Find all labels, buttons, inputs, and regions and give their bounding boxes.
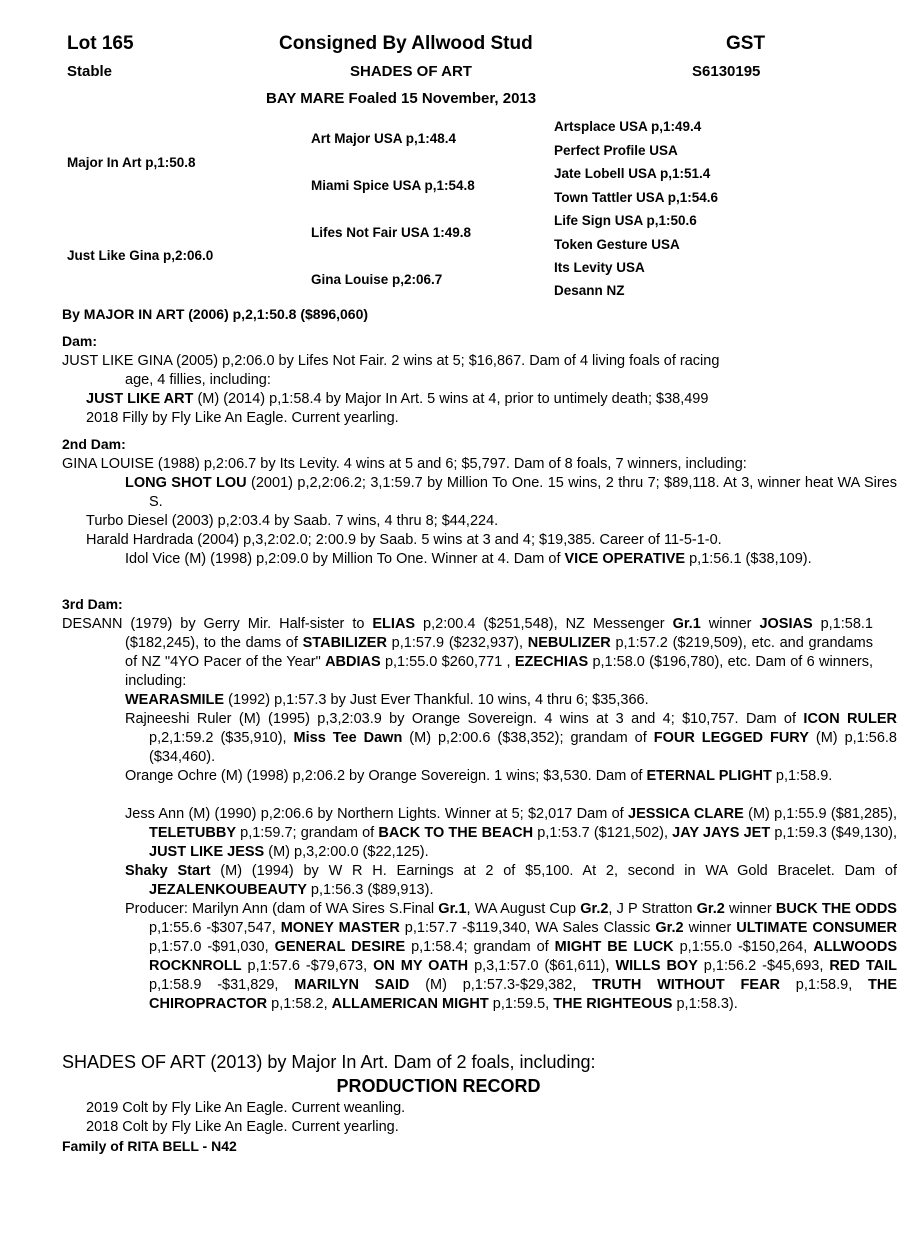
location: Stable [67,63,113,80]
pedigree-gen3: Jate Lobell USA p,1:51.4 [554,166,711,181]
horse-description: BAY MARE Foaled 15 November, 2013 [266,90,537,107]
text-run: p,1:55.0 $260,771 , [380,654,515,670]
horse-name-ref: ETERNAL PLIGHT [646,768,772,784]
text-run: p,1:56.2 -$45,693, [697,958,830,974]
text-run: winner [700,616,760,632]
horse-name-ref: Gr.1 [438,901,467,917]
pedigree-sire-sire: Art Major USA p,1:48.4 [311,131,457,146]
horse-name-ref: Gr.2 [696,901,725,917]
horse-name-ref: ALLAMERICAN MIGHT [331,996,489,1012]
third-dam-main [62,615,873,691]
horse-name-ref: WEARASMILE [125,692,225,708]
pedigree-sire: Major In Art p,1:50.8 [67,155,196,170]
progeny-detail: Idol Vice (M) (1998) p,2:09.0 by Million To One. Winner at 4. Dam of [125,551,565,567]
text-run: p,2:00.4 ($251,548), NZ Messenger [415,616,673,632]
third-dam-progeny-3 [62,767,897,786]
text-run: p,1:58.9. [771,768,833,784]
third-dam-progeny-4 [62,805,897,862]
text-run: (M) p,1:56.8 ($34,460). [149,730,897,765]
horse-id: S6130195 [692,63,761,80]
production-heading: PRODUCTION RECORD [336,1076,541,1096]
third-dam-progeny-2 [62,710,897,767]
horse-name-ref: WILLS BOY [615,958,698,974]
progeny-name: LONG SHOT LOU [125,475,247,491]
dam-heading: Dam: [62,333,98,349]
horse-name-ref: FOUR LEGGED FURY [653,730,809,746]
second-dam-main: GINA LOUISE (1988) p,2:06.7 by Its Levity. 4 wins at 5 and 6; $5,797. Dam of 8 foals, 7 winners, including: [62,456,747,472]
horse-name-ref: JOSIAS [759,616,813,632]
text-run: p,1:58.9 -$31,829, [149,977,295,993]
horse-name-ref: THE CHIROPRACTOR [149,977,897,1012]
horse-name-ref: BACK TO THE BEACH [378,825,534,841]
horse-name-ref: MARILYN SAID [294,977,410,993]
text-run: (M) p,3,2:00.0 ($22,125). [264,844,429,860]
text-run: winner [724,901,776,917]
pedigree-sire-dam: Miami Spice USA p,1:54.8 [311,178,475,193]
text-run: (M) p,2:00.6 ($38,352); grandam of [402,730,654,746]
horse-name-ref: NEBULIZER [527,635,611,651]
horse-name-ref: JEZALENKOUBEAUTY [149,882,307,898]
text-run: (M) p,1:55.9 ($81,285), [743,806,897,822]
text-run: Rajneeshi Ruler (M) (1995) p,3,2:03.9 by Orange Sovereign. 4 wins at 3 and 4; $10,757. Dam of [125,711,804,727]
text-run: p,1:58.0 ($196,780), etc. Dam of 6 winners, including: [125,654,874,689]
text-run: Orange Ochre (M) (1998) p,2:06.2 by Orange Sovereign. 1 wins; $3,530. Dam of [125,768,647,784]
third-dam-progeny-1 [62,691,897,710]
text-run: , WA August Cup [466,901,581,917]
horse-name-ref: GENERAL DESIRE [274,939,406,955]
third-dam-progeny-5 [62,862,897,900]
text-run: p,1:59.3 ($49,130), [770,825,897,841]
text-run: p,1:59.5, [488,996,554,1012]
text-run: p,1:58.3). [672,996,738,1012]
third-dam-producer [62,900,897,1014]
second-dam-progeny-4 [62,550,897,569]
text-run: p,1:58.2, [267,996,332,1012]
production-summary: SHADES OF ART (2013) by Major In Art. Dam of 2 foals, including: [62,1052,596,1072]
horse-name-ref: Gr.1 [672,616,701,632]
sire-line: By MAJOR IN ART (2006) p,2,1:50.8 ($896,060) [62,306,369,322]
text-run: p,1:56.3 ($89,913). [306,882,434,898]
lot-number: Lot 165 [67,33,134,54]
pedigree-gen3: Perfect Profile USA [554,143,678,158]
text-run: p,3,1:57.0 ($61,611), [468,958,616,974]
pedigree-gen3: Desann NZ [554,283,625,298]
text-run: (1992) p,1:57.3 by Just Ever Thankful. 10 wins, 4 thru 6; $35,366. [224,692,649,708]
text-run: p,1:57.2 ($219,509), etc. and grandams of NZ "4YO Pacer of the Year" [125,635,874,670]
text-run: p,1:57.0 -$91,030, [149,939,275,955]
pedigree-gen3: Life Sign USA p,1:50.6 [554,213,697,228]
production-item: 2018 Colt by Fly Like An Eagle. Current yearling. [86,1119,399,1135]
text-run: p,1:57.6 -$79,673, [241,958,374,974]
horse-name-ref: MIGHT BE LUCK [554,939,674,955]
horse-name-ref: ABDIAS [325,654,381,670]
horse-name-ref: ICON RULER [803,711,897,727]
consignor: Consigned By Allwood Stud [279,33,533,54]
text-run: DESANN (1979) by Gerry Mir. Half-sister to [62,616,373,632]
production-item: 2019 Colt by Fly Like An Eagle. Current weanling. [86,1100,406,1116]
horse-name-ref: BUCK THE ODDS [775,901,897,917]
horse-name: SHADES OF ART [350,63,472,80]
horse-name-ref: Gr.2 [580,901,609,917]
text-run: p,1:55.0 -$150,264, [673,939,814,955]
text-run: p,1:55.6 -$307,547, [149,920,281,936]
horse-name-ref: ULTIMATE CONSUMER [736,920,897,936]
horse-name-ref: RED TAIL [829,958,897,974]
pedigree-gen3: Its Levity USA [554,260,645,275]
progeny-detail: p,1:56.1 ($38,109). [685,551,812,567]
dam-main-line1: JUST LIKE GINA (2005) p,2:06.0 by Lifes Not Fair. 2 wins at 5; $16,867. Dam of 4 living foals of racing [62,353,720,369]
horse-name-ref: TRUTH WITHOUT FEAR [592,977,780,993]
text-run: Jess Ann (M) (1990) p,2:06.6 by Northern Lights. Winner at 5; $2,017 Dam of [125,806,629,822]
text-run: (M) p,1:57.3-$29,382, [409,977,593,993]
pedigree-dam-sire: Lifes Not Fair USA 1:49.8 [311,225,472,240]
horse-name-ref: Shaky Start [125,863,211,879]
text-run: p,1:58.9, [780,977,869,993]
text-run: , J P Stratton [608,901,697,917]
second-dam-progeny-2: Turbo Diesel (2003) p,2:03.4 by Saab. 7 wins, 4 thru 8; $44,224. [86,513,499,529]
progeny-detail: (2001) p,2,2:06.2; 3,1:59.7 by Million To One. 15 wins, 2 thru 7; $89,118. At 3, winner heat WA Sires S. [149,475,897,510]
text-run: (M) (1994) by W R H. Earnings at 2 of $5,100. At 2, second in WA Gold Bracelet. Dam of [210,863,897,879]
horse-name-ref: EZECHIAS [514,654,589,670]
third-dam-heading: 3rd Dam: [62,596,123,612]
text-run: p,2,1:59.2 ($35,910), [149,730,294,746]
text-run: p,1:53.7 ($121,502), [533,825,673,841]
text-run: p,1:57.7 -$119,340, WA Sales Classic [399,920,656,936]
horse-name-ref: JUST LIKE JESS [149,844,265,860]
progeny-name: VICE OPERATIVE [564,551,686,567]
text-run: p,1:59.7; grandam of [236,825,379,841]
dam-main-line2: age, 4 fillies, including: [125,372,271,388]
family-line: Family of RITA BELL - N42 [62,1138,237,1154]
text-run: Producer: Marilyn Ann (dam of WA Sires S.Final [125,901,439,917]
horse-name-ref: JESSICA CLARE [628,806,744,822]
pedigree-gen3: Token Gesture USA [554,237,680,252]
text-run: p,1:57.9 ($232,937), [386,635,528,651]
progeny-detail: (M) (2014) p,1:58.4 by Major In Art. 5 wins at 4, prior to untimely death; $38,499 [193,391,709,407]
progeny-name: JUST LIKE ART [86,391,194,407]
pedigree-gen3: Artsplace USA p,1:49.4 [554,119,702,134]
pedigree-dam-dam: Gina Louise p,2:06.7 [311,272,443,287]
horse-name-ref: MONEY MASTER [280,920,400,936]
horse-name-ref: STABILIZER [302,635,387,651]
dam-progeny-1 [86,390,708,409]
horse-name-ref: THE RIGHTEOUS [553,996,673,1012]
second-dam-progeny-1 [62,474,897,512]
horse-name-ref: TELETUBBY [149,825,236,841]
horse-name-ref: Miss Tee Dawn [293,730,403,746]
sale-code: GST [726,33,766,54]
dam-progeny-2: 2018 Filly by Fly Like An Eagle. Current yearling. [86,410,399,426]
second-dam-progeny-3: Harald Hardrada (2004) p,3,2:02.0; 2:00.9 by Saab. 5 wins at 3 and 4; $19,385. Career of 11-5-1-0. [86,532,722,548]
text-run: p,1:58.1 ($182,245), to the dams of [125,616,873,651]
text-run: p,1:58.4; grandam of [405,939,555,955]
horse-name-ref: ALLWOODS ROCKNROLL [149,939,897,974]
horse-name-ref: JAY JAYS JET [672,825,771,841]
pedigree-gen3: Town Tattler USA p,1:54.6 [554,190,719,205]
horse-name-ref: ON MY OATH [373,958,469,974]
horse-name-ref: Gr.2 [655,920,684,936]
pedigree-dam: Just Like Gina p,2:06.0 [67,248,214,263]
second-dam-heading: 2nd Dam: [62,436,126,452]
horse-name-ref: ELIAS [372,616,416,632]
text-run: winner [683,920,737,936]
